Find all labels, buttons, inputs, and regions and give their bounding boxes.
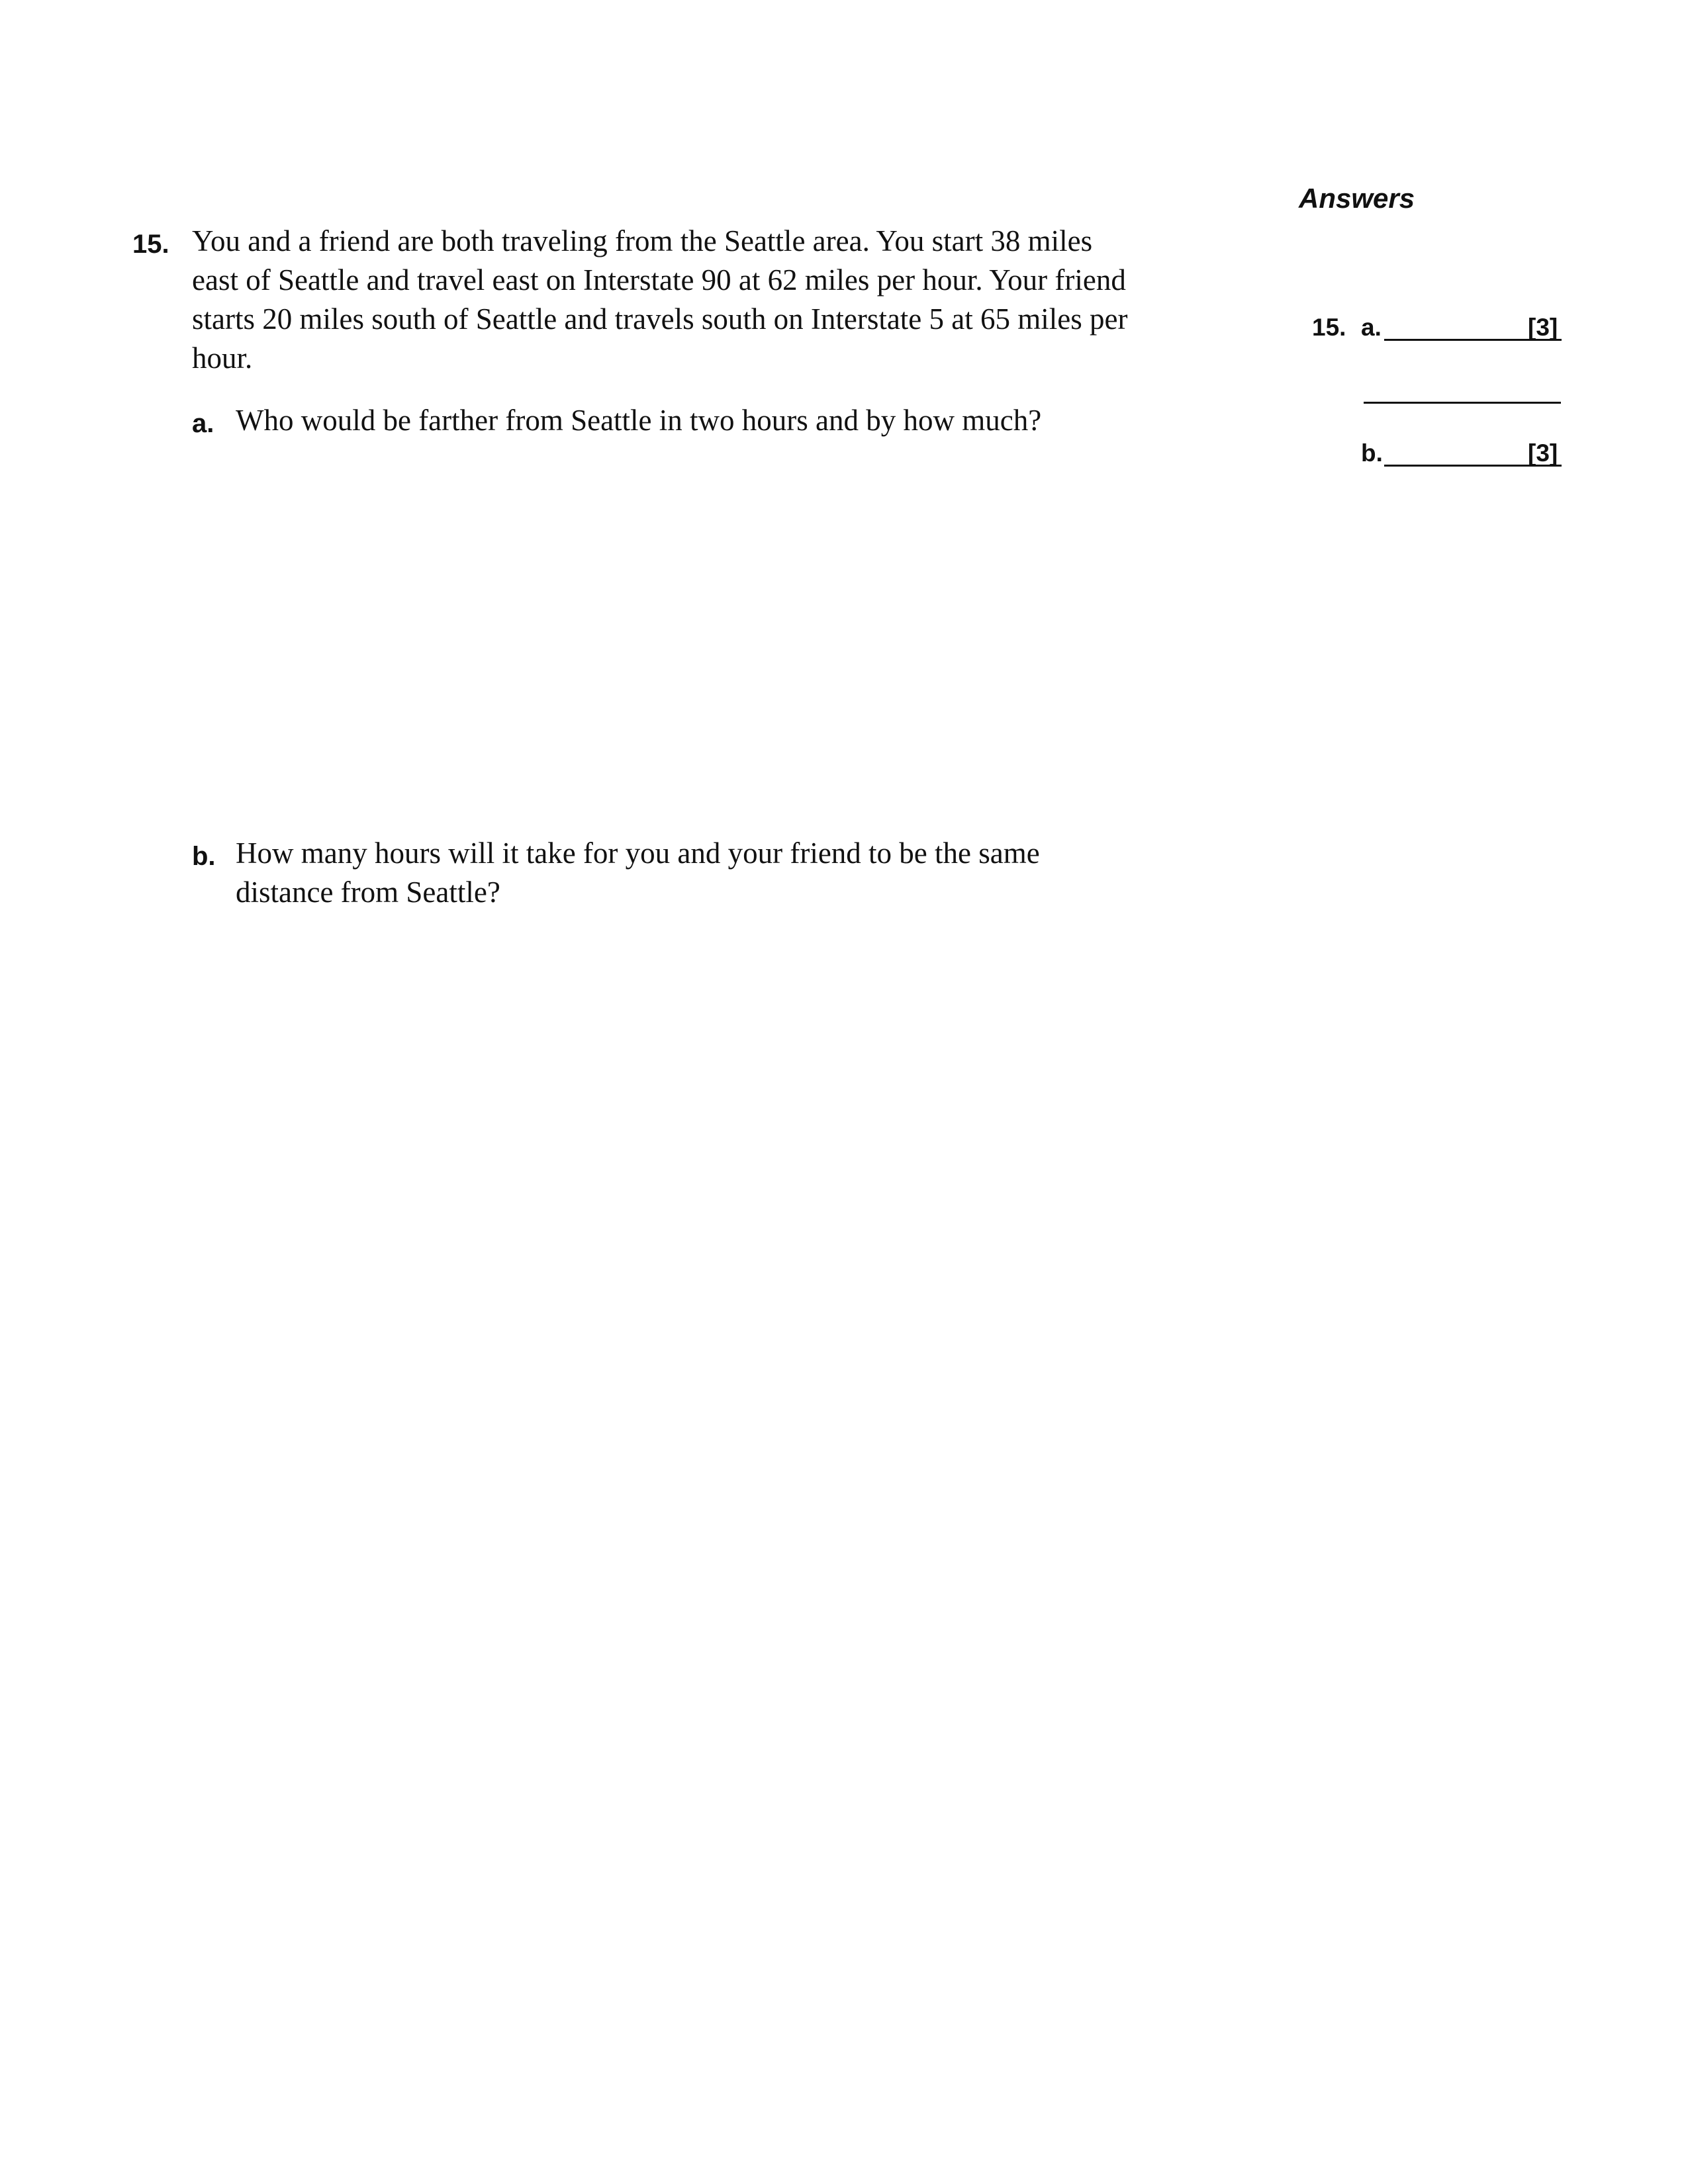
question-number: 15. (132, 230, 169, 259)
answer-b-points: [3] (1528, 439, 1558, 467)
answer-a-second-blank-line[interactable] (1364, 402, 1561, 404)
part-a-label: a. (192, 409, 214, 438)
part-b-text: How many hours will it take for you and your friend to be the same distance from Seattle? (236, 837, 1040, 909)
answer-b-label: b. (1361, 439, 1383, 467)
answer-question-number: 15. (1312, 314, 1346, 341)
part-b-label: b. (192, 842, 216, 871)
question-stem: You and a friend are both traveling from the Seattle area. You start 38 miles east of Seattle and travel east on Interstate 90 at 62 miles per hour. Your friend starts 20 miles south of Seattle and travels south on Interstate 5 at 65 miles per hour. (192, 224, 1128, 375)
answers-heading: Answers (1299, 183, 1415, 214)
answer-a-points: [3] (1528, 314, 1558, 341)
part-a-text: Who would be farther from Seattle in two hours and by how much? (236, 404, 1042, 437)
answer-a-label: a. (1361, 314, 1382, 341)
